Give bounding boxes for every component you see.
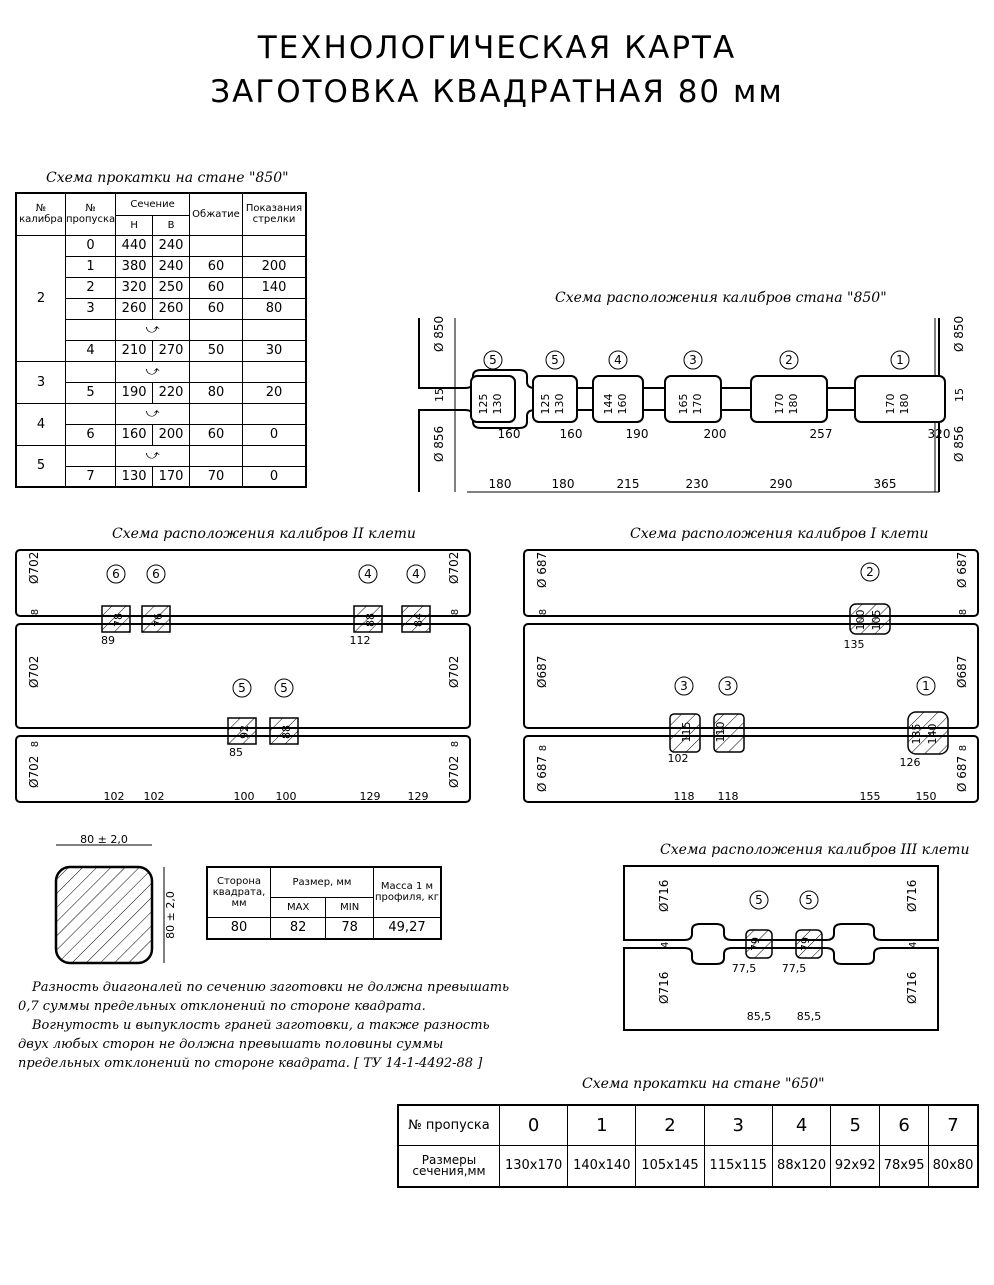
stand2-spacing-label: 102 bbox=[143, 790, 165, 803]
stand3-w: 77,5 bbox=[731, 962, 757, 975]
notes bbox=[18, 978, 509, 1073]
stand2-gap: 8 bbox=[450, 608, 461, 616]
stand1-spacing-label: 155 bbox=[859, 790, 881, 803]
turn-arrow-cell bbox=[116, 403, 190, 424]
mill850-table bbox=[15, 192, 307, 488]
groove-850-number: 1 bbox=[896, 353, 904, 367]
spacing-label: 365 bbox=[873, 477, 897, 491]
b-cell: 240 bbox=[153, 256, 190, 277]
pass-650-cell: 1 bbox=[568, 1105, 636, 1145]
spacer-cell bbox=[190, 403, 243, 424]
red-cell: 50 bbox=[190, 340, 243, 361]
stand1-caption: Схема расположения калибров I клети bbox=[630, 526, 929, 542]
b-cell: 270 bbox=[153, 340, 190, 361]
spacer-cell bbox=[243, 445, 307, 466]
red-cell: 60 bbox=[190, 424, 243, 445]
caliber-cell: 4 bbox=[16, 403, 65, 445]
stand1-w: 126 bbox=[899, 756, 921, 769]
stand2-top-groove-number: 4 bbox=[412, 567, 420, 581]
stand2-d4: Ø702 bbox=[447, 551, 461, 584]
h-cell: 160 bbox=[116, 424, 153, 445]
stand1-h: 135 bbox=[910, 723, 923, 745]
stand1-d5: Ø687 bbox=[955, 655, 969, 688]
stand3-roll-top bbox=[624, 866, 938, 940]
spacer-cell bbox=[65, 319, 115, 340]
th-size: Размер, мм bbox=[271, 867, 374, 897]
th-pass: № пропуска bbox=[65, 193, 115, 235]
groove-850-number: 5 bbox=[551, 353, 559, 367]
pass-cell: 1 bbox=[65, 256, 115, 277]
stand2-gap: 8 bbox=[30, 740, 41, 748]
red-cell: 60 bbox=[190, 298, 243, 319]
stand2-groove-h: 78 bbox=[112, 613, 125, 627]
groove-h2: 170 bbox=[691, 393, 704, 415]
stand2-spacing-label: 100 bbox=[275, 790, 297, 803]
red-cell: 80 bbox=[190, 382, 243, 403]
stand1-h: 140 bbox=[926, 723, 939, 745]
stand1-roll-top bbox=[524, 550, 978, 616]
stand1-w: 102 bbox=[667, 752, 689, 765]
stand2-d6: Ø702 bbox=[447, 755, 461, 788]
groove-h1: 165 bbox=[677, 393, 690, 415]
stand3-gap-left: 4 bbox=[660, 941, 671, 948]
groove-850-number: 3 bbox=[689, 353, 697, 367]
billet-height-label: 80 ± 2,0 bbox=[164, 891, 177, 939]
title-line-2: ЗАГОТОВКА КВАДРАТНАЯ 80 мм bbox=[210, 74, 784, 110]
spacer-cell bbox=[190, 361, 243, 382]
stand2-caption: Схема расположения калибров II клети bbox=[112, 526, 416, 542]
spacer-cell bbox=[65, 361, 115, 382]
size-650-cell: 80x80 bbox=[929, 1145, 978, 1187]
stand2-top-groove-number: 6 bbox=[152, 567, 160, 581]
stand1-diagram bbox=[522, 548, 980, 806]
min-cell: 78 bbox=[326, 917, 374, 939]
d-top-left: Ø 850 bbox=[432, 315, 446, 352]
stand2-spacing-label: 129 bbox=[407, 790, 429, 803]
turn-arrow-icon: ⤻ bbox=[145, 406, 160, 421]
groove-w: 190 bbox=[625, 427, 649, 441]
th-arrow: Показания стрелки bbox=[243, 193, 307, 235]
mill650-table bbox=[397, 1104, 979, 1188]
stand2-bottom-groove-number: 5 bbox=[238, 681, 246, 695]
pass-cell: 7 bbox=[65, 466, 115, 487]
h-cell: 210 bbox=[116, 340, 153, 361]
stand3-caption: Схема расположения калибров III клети bbox=[660, 842, 970, 858]
groove-w: 160 bbox=[497, 427, 521, 441]
arrow-cell: 0 bbox=[243, 424, 307, 445]
h-cell: 260 bbox=[116, 298, 153, 319]
groove-h1: 144 bbox=[602, 393, 615, 415]
size-650-cell: 105x145 bbox=[636, 1145, 704, 1187]
b-cell: 170 bbox=[153, 466, 190, 487]
stand1-spacing-label: 118 bbox=[717, 790, 739, 803]
pass-cell: 3 bbox=[65, 298, 115, 319]
spacing-label: 290 bbox=[769, 477, 793, 491]
note-line: двух любых сторон не должна превышать половины суммы bbox=[18, 1037, 444, 1052]
stand3-diagram bbox=[622, 864, 942, 1032]
stand3-roll-bottom bbox=[624, 948, 938, 1030]
stand1-h: 105 bbox=[870, 609, 883, 631]
groove-h1: 125 bbox=[477, 393, 490, 415]
mill850-table-caption: Схема прокатки на стане "850" bbox=[46, 170, 289, 186]
size-650-cell: 140x140 bbox=[568, 1145, 636, 1187]
stand1-groove-3b-number: 3 bbox=[724, 679, 732, 693]
spacing-label: 180 bbox=[551, 477, 575, 491]
stand3-groove-number: 5 bbox=[805, 893, 813, 907]
stand2-bottom-groove-number: 5 bbox=[280, 681, 288, 695]
d-top-right: Ø 850 bbox=[952, 315, 966, 352]
pass-cell: 6 bbox=[65, 424, 115, 445]
spacing-label: 180 bbox=[488, 477, 512, 491]
stand1-d2: Ø687 bbox=[535, 655, 549, 688]
pass-650-cell: 5 bbox=[831, 1105, 880, 1145]
stand1-h: 110 bbox=[714, 721, 727, 743]
red-cell bbox=[190, 235, 243, 256]
size-650-cell: 92x92 bbox=[831, 1145, 880, 1187]
mill850-layout-caption: Схема расположения калибров стана "850" bbox=[555, 290, 887, 306]
stand2-groove-w: 85 bbox=[229, 746, 243, 759]
stand1-spacing-label: 150 bbox=[915, 790, 937, 803]
pass-cell: 4 bbox=[65, 340, 115, 361]
th-reduction: Обжатие bbox=[190, 193, 243, 235]
stand2-groove-w: 89 bbox=[101, 634, 115, 647]
th-caliber: № калибра bbox=[16, 193, 65, 235]
pass-650-cell: 7 bbox=[929, 1105, 978, 1145]
stand1-d6: Ø 687 bbox=[955, 755, 969, 792]
turn-arrow-icon: ⤻ bbox=[145, 448, 160, 463]
note-line: предельных отклонений по стороне квадрата. [ ТУ 14-1-4492-88 ] bbox=[18, 1056, 483, 1071]
note-line: Разность диагоналей по сечению заготовки не должна превышать bbox=[32, 980, 510, 995]
spacer-cell bbox=[190, 319, 243, 340]
stand1-groove-3a-number: 3 bbox=[680, 679, 688, 693]
th-b: В bbox=[153, 215, 190, 235]
arrow-cell: 20 bbox=[243, 382, 307, 403]
stand1-spacing-label: 118 bbox=[673, 790, 695, 803]
mill850-layout-diagram bbox=[415, 312, 980, 497]
stand3-d4: Ø716 bbox=[905, 971, 919, 1004]
stand3-gap-right: 4 bbox=[908, 941, 919, 948]
stand1-gap: 8 bbox=[958, 608, 969, 616]
stand2-top-groove-number: 4 bbox=[364, 567, 372, 581]
spacer-cell bbox=[243, 361, 307, 382]
caliber-cell: 5 bbox=[16, 445, 65, 487]
arrow-cell: 0 bbox=[243, 466, 307, 487]
stand1-groove-1-number: 1 bbox=[922, 679, 930, 693]
spacing-label: 215 bbox=[616, 477, 640, 491]
stand2-top-groove-number: 6 bbox=[112, 567, 120, 581]
groove-h2: 160 bbox=[616, 393, 629, 415]
groove-w: 320 bbox=[927, 427, 951, 441]
pass-650-cell: 3 bbox=[704, 1105, 772, 1145]
red-cell: 70 bbox=[190, 466, 243, 487]
spacer-cell bbox=[243, 319, 307, 340]
spacer-cell bbox=[65, 445, 115, 466]
groove-h2: 180 bbox=[787, 393, 800, 415]
b-cell: 240 bbox=[153, 235, 190, 256]
stand2-d2: Ø702 bbox=[27, 655, 41, 688]
red-cell: 60 bbox=[190, 256, 243, 277]
size-650-cell: 130x170 bbox=[500, 1145, 568, 1187]
stand2-diagram bbox=[14, 548, 472, 806]
stand2-groove-h: 88 bbox=[364, 613, 377, 627]
b-cell: 200 bbox=[153, 424, 190, 445]
groove-h2: 180 bbox=[898, 393, 911, 415]
size-650-cell: 88x120 bbox=[772, 1145, 831, 1187]
stand2-d3: Ø702 bbox=[27, 755, 41, 788]
stand2-gap: 8 bbox=[450, 740, 461, 748]
h-cell: 320 bbox=[116, 277, 153, 298]
size-650-cell: 115x115 bbox=[704, 1145, 772, 1187]
stand1-h: 115 bbox=[680, 721, 693, 743]
stand3-d1: Ø716 bbox=[657, 879, 671, 912]
h-cell: 440 bbox=[116, 235, 153, 256]
h-cell: 130 bbox=[116, 466, 153, 487]
th-size-650: Размеры сечения,мм bbox=[398, 1145, 500, 1187]
th-min: MIN bbox=[326, 897, 374, 917]
groove-850-number: 2 bbox=[785, 353, 793, 367]
caliber-cell: 3 bbox=[16, 361, 65, 403]
stand1-roll-mid bbox=[524, 624, 978, 728]
stand1-gap: 8 bbox=[958, 744, 969, 752]
stand1-gap: 8 bbox=[538, 608, 549, 616]
gap-right: 15 bbox=[953, 388, 966, 402]
spacer-cell bbox=[190, 445, 243, 466]
stand3-spacing-label: 85,5 bbox=[746, 1010, 772, 1023]
stand1-d3: Ø 687 bbox=[535, 755, 549, 792]
stand2-d1: Ø702 bbox=[27, 551, 41, 584]
pass-650-cell: 0 bbox=[500, 1105, 568, 1145]
groove-850-number: 4 bbox=[614, 353, 622, 367]
stand2-spacing-label: 100 bbox=[233, 790, 255, 803]
turn-arrow-cell bbox=[116, 319, 190, 340]
note-line: 0,7 суммы предельных отклонений по стороне квадрата. bbox=[18, 999, 426, 1014]
stand1-d4: Ø 687 bbox=[955, 551, 969, 588]
stand2-groove-w: 112 bbox=[349, 634, 371, 647]
groove-h2: 130 bbox=[491, 393, 504, 415]
stand1-gap: 8 bbox=[538, 744, 549, 752]
turn-arrow-icon: ⤻ bbox=[145, 364, 160, 379]
pass-cell: 5 bbox=[65, 382, 115, 403]
stand1-h: 100 bbox=[854, 609, 867, 631]
th-side: Сторона квадрата, мм bbox=[207, 867, 271, 917]
groove-w: 200 bbox=[703, 427, 727, 441]
th-pass-650: № пропуска bbox=[398, 1105, 500, 1145]
stand3-w: 77,5 bbox=[781, 962, 807, 975]
pass-cell: 0 bbox=[65, 235, 115, 256]
stand2-spacing-label: 102 bbox=[103, 790, 125, 803]
arrow-cell: 200 bbox=[243, 256, 307, 277]
size-table bbox=[206, 866, 442, 940]
turn-arrow-cell bbox=[116, 361, 190, 382]
stand2-roll-mid bbox=[16, 624, 470, 728]
h-cell: 380 bbox=[116, 256, 153, 277]
stand3-groove-number: 5 bbox=[755, 893, 763, 907]
size-650-cell: 78x95 bbox=[880, 1145, 929, 1187]
arrow-cell: 80 bbox=[243, 298, 307, 319]
red-cell: 60 bbox=[190, 277, 243, 298]
b-cell: 220 bbox=[153, 382, 190, 403]
caliber-cell: 2 bbox=[16, 235, 65, 361]
stand3-d2: Ø716 bbox=[657, 971, 671, 1004]
stand2-groove-h: 92 bbox=[238, 725, 251, 739]
groove-h1: 170 bbox=[884, 393, 897, 415]
groove-w: 160 bbox=[559, 427, 583, 441]
stand2-groove-h: 88 bbox=[280, 725, 293, 739]
mill650-table-caption: Схема прокатки на стане "650" bbox=[582, 1076, 825, 1092]
b-cell: 250 bbox=[153, 277, 190, 298]
h-cell: 190 bbox=[116, 382, 153, 403]
side-cell: 80 bbox=[207, 917, 271, 939]
billet-square bbox=[56, 867, 152, 963]
d-bottom-left: Ø 856 bbox=[432, 425, 446, 462]
arrow-cell bbox=[243, 235, 307, 256]
arrow-cell: 30 bbox=[243, 340, 307, 361]
gap-left: 15 bbox=[433, 388, 446, 402]
stand3-h: 79 bbox=[749, 937, 762, 951]
stand2-groove-h: 84 bbox=[412, 613, 425, 627]
pass-650-cell: 2 bbox=[636, 1105, 704, 1145]
turn-arrow-icon: ⤻ bbox=[145, 322, 160, 337]
stand1-d1: Ø 687 bbox=[535, 551, 549, 588]
stand2-gap: 8 bbox=[30, 608, 41, 616]
groove-850-number: 5 bbox=[489, 353, 497, 367]
mass-cell: 49,27 bbox=[374, 917, 442, 939]
groove-w: 257 bbox=[809, 427, 833, 441]
stand3-spacing-label: 85,5 bbox=[796, 1010, 822, 1023]
stand3-h: 79 bbox=[799, 937, 812, 951]
arrow-cell: 140 bbox=[243, 277, 307, 298]
title-line-1: ТЕХНОЛОГИЧЕСКАЯ КАРТА bbox=[257, 30, 737, 66]
stand2-spacing-label: 129 bbox=[359, 790, 381, 803]
stand2-d5: Ø702 bbox=[447, 655, 461, 688]
pass-cell: 2 bbox=[65, 277, 115, 298]
note-line: Вогнутость и выпуклость граней заготовки, а также разность bbox=[32, 1018, 490, 1033]
d-bottom-right: Ø 856 bbox=[952, 425, 966, 462]
groove-h2: 130 bbox=[553, 393, 566, 415]
pass-650-cell: 6 bbox=[880, 1105, 929, 1145]
billet-diagram bbox=[44, 835, 184, 970]
stand1-groove-2-number: 2 bbox=[866, 565, 874, 579]
groove-h1: 125 bbox=[539, 393, 552, 415]
th-max: MAX bbox=[271, 897, 326, 917]
b-cell: 260 bbox=[153, 298, 190, 319]
stand1-w: 135 bbox=[843, 638, 865, 651]
groove-h1: 170 bbox=[773, 393, 786, 415]
billet-width-label: 80 ± 2,0 bbox=[80, 835, 128, 846]
spacing-label: 230 bbox=[685, 477, 709, 491]
th-section: Сечение bbox=[116, 193, 190, 215]
stand2-groove-h: 76 bbox=[152, 613, 165, 627]
spacer-cell bbox=[65, 403, 115, 424]
th-mass: Масса 1 м профиля, кг bbox=[374, 867, 442, 917]
stand3-d3: Ø716 bbox=[905, 879, 919, 912]
spacer-cell bbox=[243, 403, 307, 424]
th-h: Н bbox=[116, 215, 153, 235]
pass-650-cell: 4 bbox=[772, 1105, 831, 1145]
max-cell: 82 bbox=[271, 917, 326, 939]
turn-arrow-cell bbox=[116, 445, 190, 466]
